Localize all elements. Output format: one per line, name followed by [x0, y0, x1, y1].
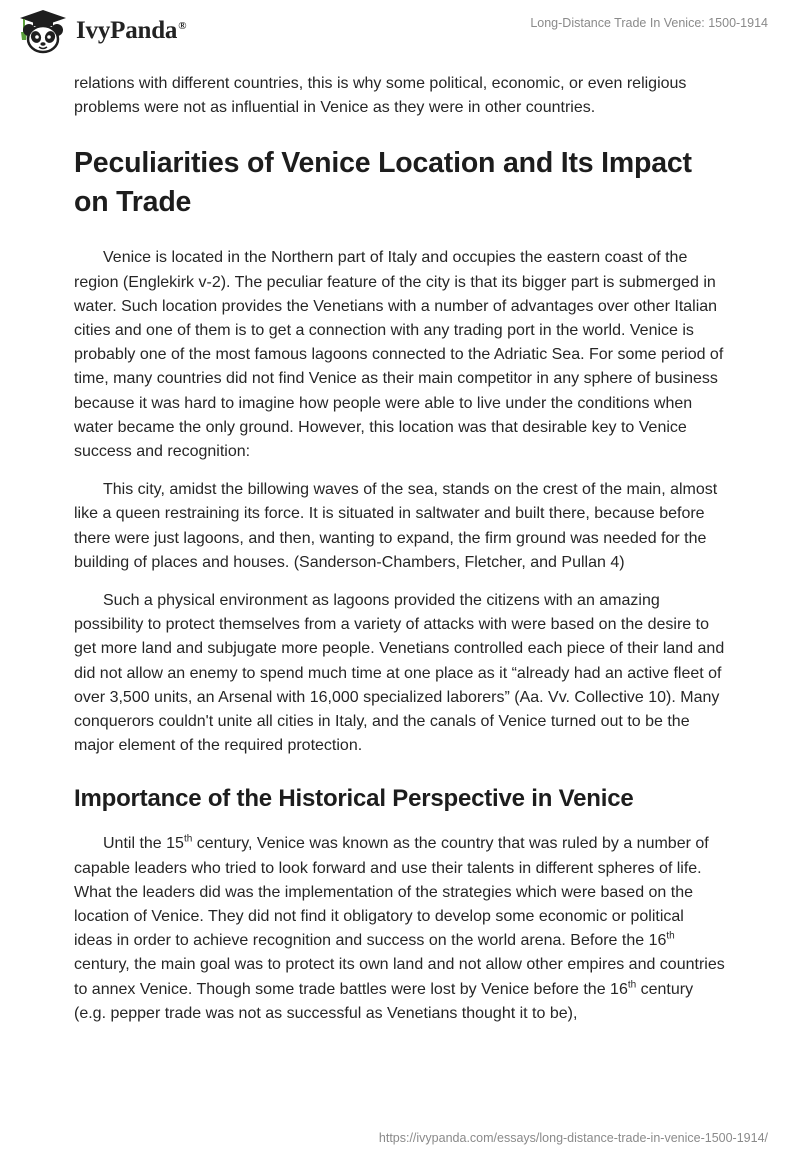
- section2-heading: Importance of the Historical Perspective in Venice: [74, 785, 634, 813]
- page-header: [0, 0, 800, 62]
- ordinal-suffix: th: [666, 930, 675, 942]
- s2-text-part-2: century, Venice was known as the country that was ruled by a number of capable leaders who tried to look forward and use their talents in different spheres of life. What the leaders did was the implementation of the strategies which were based on the location of Venice. They did not find it obligatory to develop some economic or political ideas in order to achieve recognition and success on the world arena. Before the 16: [74, 835, 709, 950]
- essay-content: [74, 72, 726, 1040]
- registered-mark: ®: [178, 20, 187, 32]
- brand-name: IvyPanda®: [76, 17, 187, 44]
- s2-text-part-4: century (e.g. pepper trade was not as successful as Venetians thought it to be),: [74, 980, 694, 1022]
- intro-paragraph: relations with different countries, this is why some political, economic, or even religious problems were not as influential in Venice as they were in other countries.: [74, 75, 687, 117]
- s2-text-part-3: century, the main goal was to protect its own land and not allow other empires and countries to annex Venice. Though some trade battles were lost by Venice before the 16: [74, 956, 725, 998]
- document-title: Long-Distance Trade In Venice: 1500-1914: [530, 16, 768, 30]
- section1-heading: Peculiarities of Venice Location and Its Impact on Trade: [74, 147, 692, 219]
- ordinal-suffix: th: [183, 834, 193, 846]
- footer-source-url[interactable]: https://ivypanda.com/essays/long-distance-trade-in-venice-1500-1914/: [378, 1131, 768, 1145]
- ordinal-suffix: th: [627, 979, 637, 991]
- s2-text-part-1: Until the 15: [103, 835, 184, 853]
- section1-paragraph-1: Venice is located in the Northern part of Italy and occupies the eastern coast of the region (Englekirk v-2). The peculiar feature of the city is that its bigger part is submerged in water. Such location provides the Venetians with a number of advantages over other Italian cities and one of them is to get a connection with any trading port in the world. Venice is probably one of the most famous lagoons connected to the Adriatic Sea. For some period of time, many countries did not find Venice as their main competitor in any sphere of business because it was hard to imagine how people were able to live under the conditions when water became the only ground. However, this location was that desirable key to Venice success and recognition:: [74, 249, 724, 461]
- section1-quote: This city, amidst the billowing waves of the sea, stands on the crest of the main, almost like a queen restraining its force. It is situated in saltwater and built there, because before there were just lagoons, and then, wanting to expand, the firm ground was needed for the building of places and houses. (Sanderson-Chambers, Fletcher, and Pullan 4): [74, 481, 718, 571]
- ivypanda-logo[interactable]: [16, 8, 186, 54]
- panda-graduate-icon: [16, 8, 70, 54]
- section2-paragraph-1: [74, 832, 726, 1026]
- section1-paragraph-2: Such a physical environment as lagoons provided the citizens with an amazing possibility to protect themselves from a variety of attacks with were based on the desire to get more land and subjugate more people. Venetians controlled each piece of their land and did not allow an enemy to spend much time at one place as it “already had an active fleet of over 3,500 units, an Arsenal with 16,000 specialized laborers” (Aa. Vv. Collective 10). Many conquerors couldn't unite all cities in Italy, and the canals of Venice turned out to be the major element of the required protection.: [74, 592, 725, 755]
